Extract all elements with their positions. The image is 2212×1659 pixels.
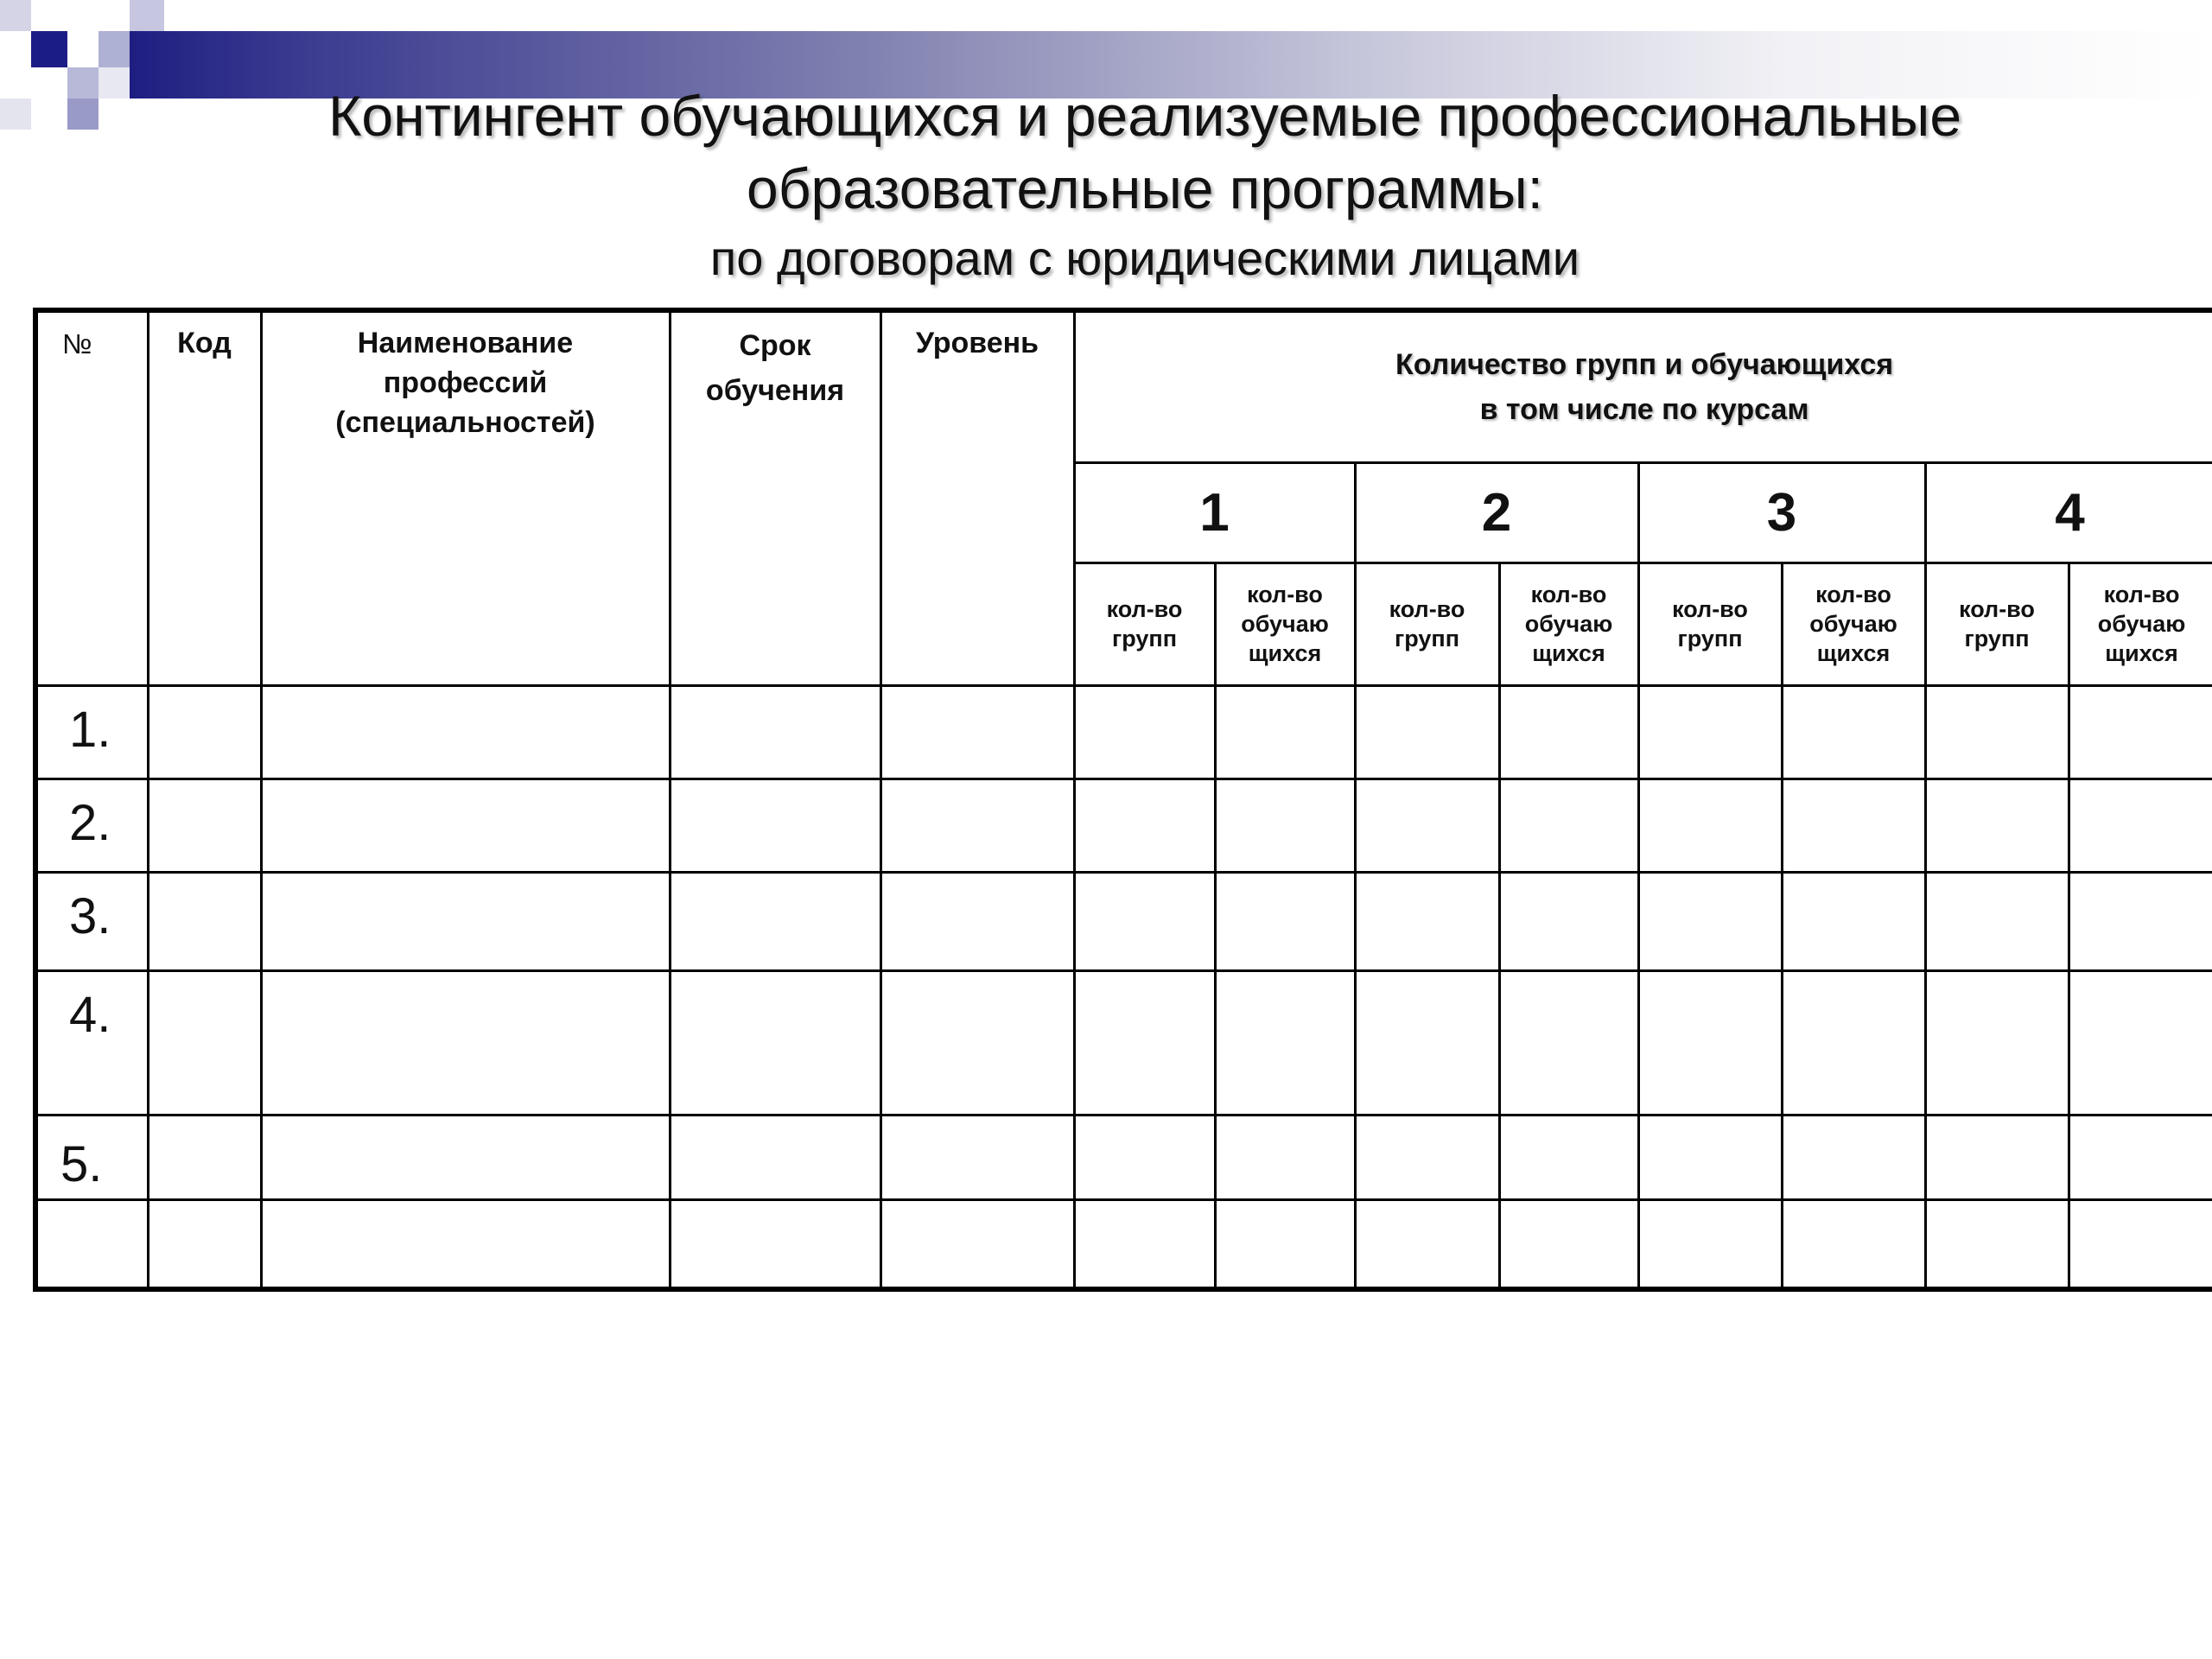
decor-square bbox=[0, 0, 31, 31]
cell bbox=[1638, 1115, 1782, 1199]
header-term bbox=[670, 310, 880, 685]
cell bbox=[1782, 1115, 1925, 1199]
cell bbox=[880, 1115, 1074, 1199]
sub-header-students-text: кол-во обучаю щихся bbox=[1524, 582, 1613, 666]
course-3-header: 3 bbox=[1638, 462, 1925, 563]
cell bbox=[1499, 872, 1638, 970]
title-line-1: Контингент обучающихся и реализуемые профессиональные bbox=[327, 84, 1962, 148]
cell bbox=[670, 685, 880, 779]
cell bbox=[2069, 1115, 2212, 1199]
cell bbox=[1215, 1199, 1355, 1289]
decor-square bbox=[31, 31, 67, 67]
cell bbox=[1355, 970, 1499, 1115]
cell bbox=[1782, 872, 1925, 970]
cell bbox=[1638, 1199, 1782, 1289]
sub-header-students-text: кол-во обучаю щихся bbox=[1809, 582, 1897, 666]
row-number bbox=[35, 1199, 148, 1289]
header-level: Уровень bbox=[880, 310, 1074, 685]
course-2-header: 2 bbox=[1355, 462, 1638, 563]
sub-header-groups-text: кол-во групп bbox=[1389, 596, 1465, 652]
cell bbox=[1074, 970, 1215, 1115]
header-profession-name bbox=[261, 310, 670, 685]
row-number: 2. bbox=[35, 779, 148, 872]
decor-square bbox=[130, 0, 164, 31]
cell bbox=[1782, 685, 1925, 779]
cell bbox=[880, 779, 1074, 872]
cell bbox=[1638, 685, 1782, 779]
table-row bbox=[35, 779, 2212, 872]
cell bbox=[880, 872, 1074, 970]
cell bbox=[1215, 970, 1355, 1115]
cell bbox=[148, 685, 261, 779]
sub-header-groups bbox=[1638, 563, 1782, 685]
title-line-3: по договорам с юридическими лицами bbox=[709, 231, 1580, 285]
cell bbox=[1925, 685, 2069, 779]
header-count bbox=[1074, 310, 2212, 462]
header-count-line-1: Количество групп и обучающихся bbox=[1395, 347, 1894, 381]
cell bbox=[1638, 872, 1782, 970]
sub-header-students bbox=[1499, 563, 1638, 685]
cell bbox=[261, 779, 670, 872]
cell bbox=[1638, 779, 1782, 872]
cell bbox=[1074, 872, 1215, 970]
cell bbox=[1499, 970, 1638, 1115]
table-row bbox=[35, 872, 2212, 970]
cell bbox=[1499, 779, 1638, 872]
header-profession-name-text: Наименование профессий (специальностей) bbox=[335, 327, 595, 439]
table-row bbox=[35, 685, 2212, 779]
cell bbox=[1074, 779, 1215, 872]
cell bbox=[880, 1199, 1074, 1289]
cell bbox=[1782, 1199, 1925, 1289]
course-1-header: 1 bbox=[1074, 462, 1355, 563]
cell bbox=[1215, 779, 1355, 872]
cell bbox=[2069, 779, 2212, 872]
cell bbox=[1074, 1115, 1215, 1199]
cell bbox=[2069, 970, 2212, 1115]
sub-header-groups-text: кол-во групп bbox=[1106, 596, 1183, 652]
cell bbox=[261, 1115, 670, 1199]
row-number: 1. bbox=[35, 685, 148, 779]
cell bbox=[1925, 779, 2069, 872]
cell bbox=[1355, 685, 1499, 779]
cell bbox=[1782, 970, 1925, 1115]
sub-header-students bbox=[1215, 563, 1355, 685]
sub-header-groups-text: кол-во групп bbox=[1672, 596, 1748, 652]
cell bbox=[1215, 685, 1355, 779]
cell bbox=[2069, 872, 2212, 970]
row-number: 4. bbox=[35, 970, 148, 1115]
cell bbox=[1925, 1199, 2069, 1289]
contingent-table bbox=[33, 308, 2212, 1292]
sub-header-students bbox=[1782, 563, 1925, 685]
cell bbox=[261, 685, 670, 779]
cell bbox=[1638, 970, 1782, 1115]
cell bbox=[1355, 1199, 1499, 1289]
cell bbox=[1925, 1115, 2069, 1199]
cell bbox=[1782, 779, 1925, 872]
row-number: 3. bbox=[35, 872, 148, 970]
header-number: № bbox=[35, 310, 148, 685]
cell bbox=[1215, 872, 1355, 970]
cell bbox=[670, 1115, 880, 1199]
cell bbox=[1074, 1199, 1215, 1289]
header-code: Код bbox=[148, 310, 261, 685]
cell bbox=[1215, 1115, 1355, 1199]
cell bbox=[1499, 1115, 1638, 1199]
cell bbox=[1925, 970, 2069, 1115]
cell bbox=[1355, 872, 1499, 970]
cell bbox=[261, 970, 670, 1115]
sub-header-groups bbox=[1355, 563, 1499, 685]
cell bbox=[148, 970, 261, 1115]
cell bbox=[148, 1199, 261, 1289]
sub-header-groups bbox=[1074, 563, 1215, 685]
course-4-header: 4 bbox=[1925, 462, 2212, 563]
cell bbox=[2069, 1199, 2212, 1289]
cell bbox=[2069, 685, 2212, 779]
sub-header-students-text: кол-во обучаю щихся bbox=[1241, 582, 1329, 666]
cell bbox=[1074, 685, 1215, 779]
header-count-line-2: в том числе по курсам bbox=[1479, 392, 1809, 426]
cell bbox=[261, 1199, 670, 1289]
cell bbox=[670, 970, 880, 1115]
cell bbox=[1499, 685, 1638, 779]
sub-header-students-text: кол-во обучаю щихся bbox=[2097, 582, 2186, 666]
cell bbox=[1355, 1115, 1499, 1199]
cell bbox=[148, 1115, 261, 1199]
cell bbox=[670, 779, 880, 872]
title-line-2: образовательные программы: bbox=[747, 156, 1543, 220]
sub-header-students bbox=[2069, 563, 2212, 685]
row-number: 5. bbox=[35, 1115, 148, 1199]
table-row bbox=[35, 1199, 2212, 1289]
sub-header-groups-text: кол-во групп bbox=[1959, 596, 2035, 652]
decor-square bbox=[99, 31, 130, 67]
table-row bbox=[35, 1115, 2212, 1199]
cell bbox=[1925, 872, 2069, 970]
slide-title bbox=[0, 79, 2212, 292]
cell bbox=[880, 970, 1074, 1115]
cell bbox=[670, 1199, 880, 1289]
cell bbox=[670, 872, 880, 970]
table-row bbox=[35, 970, 2212, 1115]
cell bbox=[880, 685, 1074, 779]
header-term-text: Срок обучения bbox=[705, 329, 845, 407]
cell bbox=[148, 779, 261, 872]
cell bbox=[261, 872, 670, 970]
cell bbox=[1499, 1199, 1638, 1289]
sub-header-groups bbox=[1925, 563, 2069, 685]
cell bbox=[1355, 779, 1499, 872]
cell bbox=[148, 872, 261, 970]
